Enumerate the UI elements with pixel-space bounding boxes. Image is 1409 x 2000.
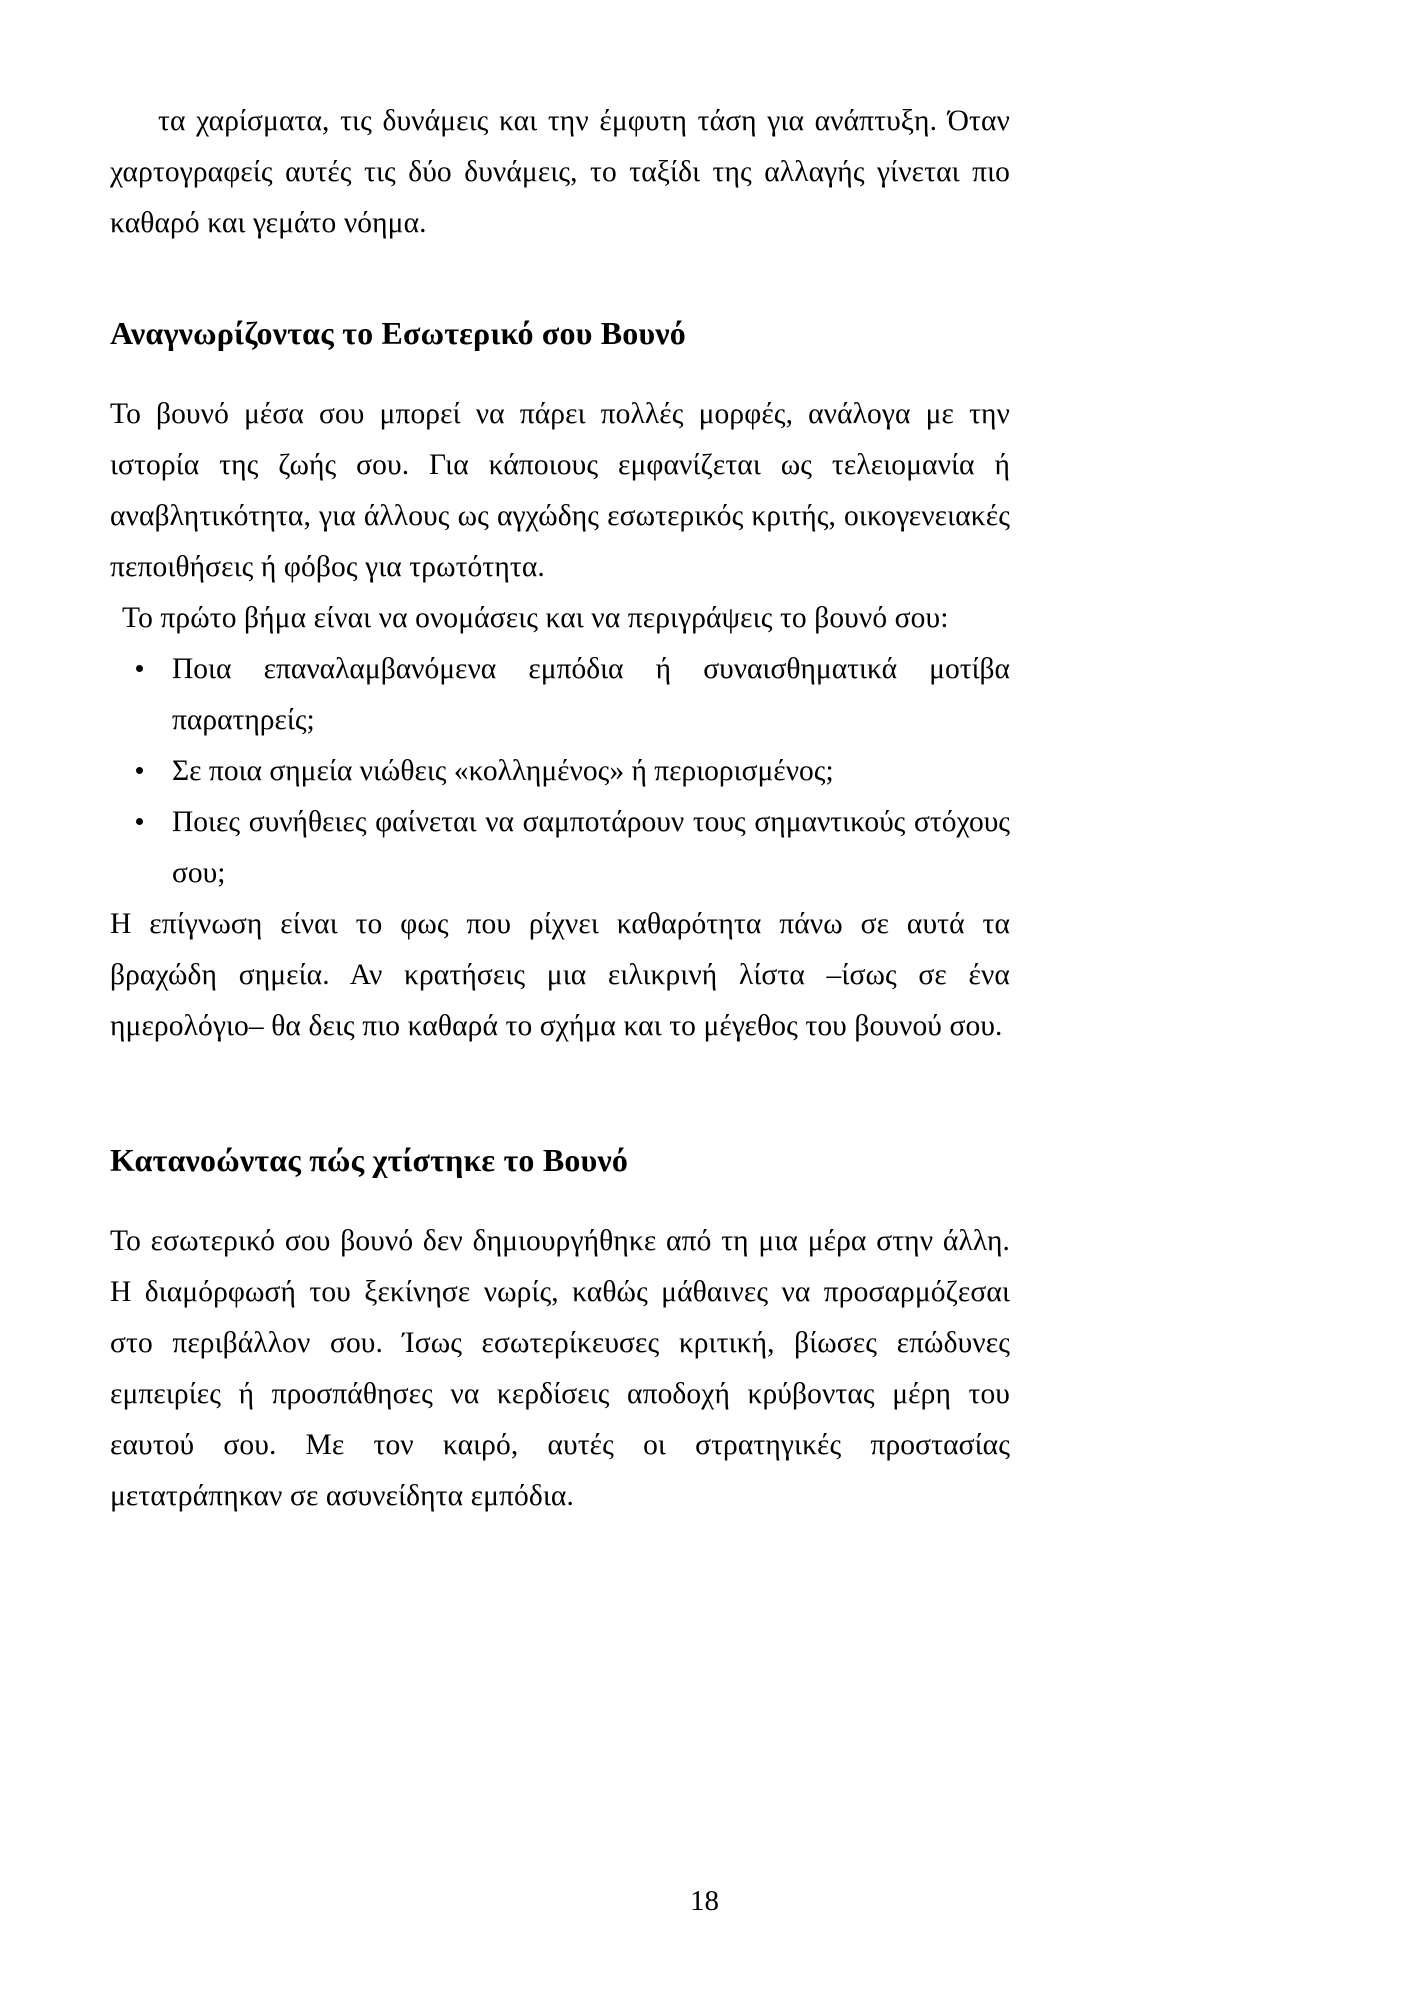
spacer <box>110 1052 1010 1138</box>
bullet-dot-icon <box>136 818 143 825</box>
list-item-label: Ποιες συνήθειες φαίνεται να σαμποτάρουν τους σημαντικούς στόχους σου; <box>172 806 1010 889</box>
section-heading-1: Αναγνωρίζοντας το Εσωτερικό σου Βουνό <box>110 315 686 351</box>
spacer <box>110 249 1010 311</box>
section1-closing-paragraph: Η επίγνωση είναι το φως που ρίχνει καθαρότητα πάνω σε αυτά τα βραχώδη σημεία. Αν κρατήσεις μια ειλικρινή λίστα –ίσως σε ένα ημερολόγιο– θα δεις πιο καθαρά το σχήμα και το μέγεθος του βουνού σου. <box>110 908 1010 1042</box>
page-number: 18 <box>690 1885 719 1917</box>
list-item <box>110 746 1010 797</box>
question-list <box>110 644 1010 899</box>
page-content <box>110 96 1010 1522</box>
section1-lead-paragraph: Το πρώτο βήμα είναι να ονομάσεις και να περιγράψεις το βουνό σου: <box>122 602 949 634</box>
bullet-dot-icon <box>136 665 143 672</box>
list-item <box>110 797 1010 899</box>
section1-body-paragraph: Το βουνό μέσα σου μπορεί να πάρει πολλές μορφές, ανάλογα με την ιστορία της ζωής σου. Για κάποιους εμφανίζεται ως τελειομανία ή αναβλητικότητα, για άλλους ως αγχώδης εσωτερικός κριτής, οικογενειακές πεποιθήσεις ή φόβος για τρωτότητα. <box>110 398 1010 583</box>
spacer <box>110 355 1010 389</box>
list-item <box>110 644 1010 746</box>
section-heading-2: Κατανοώντας πώς χτίστηκε το Βουνό <box>110 1142 629 1178</box>
section2-body-paragraph: Το εσωτερικό σου βουνό δεν δημιουργήθηκε από τη μια μέρα στην άλλη. Η διαμόρφωσή του ξεκίνησε νωρίς, καθώς μάθαινες να προσαρμόζεσαι στο περιβάλλον σου. Ίσως εσωτερίκευσες κριτική, βίωσες επώδυνες εμπειρίες ή προσπάθησες να κερδίσεις αποδοχή κρύβοντας μέρη του εαυτού σου. Με τον καιρό, αυτές οι στρατηγικές προστασίας μετατράπηκαν σε ασυνείδητα εμπόδια. <box>110 1225 1010 1512</box>
spacer <box>110 1182 1010 1216</box>
list-item-label: Σε ποια σημεία νιώθεις «κολλημένος» ή περιορισμένος; <box>172 755 834 787</box>
bullet-dot-icon <box>136 767 143 774</box>
intro-paragraph: τα χαρίσματα, τις δυνάμεις και την έμφυτη τάση για ανάπτυξη. Όταν χαρτογραφείς αυτές τις δύο δυνάμεις, το ταξίδι της αλλαγής γίνεται πιο καθαρό και γεμάτο νόημα. <box>110 105 1010 239</box>
list-item-label: Ποια επαναλαμβανόμενα εμπόδια ή συναισθηματικά μοτίβα παρατηρείς; <box>172 653 1010 736</box>
